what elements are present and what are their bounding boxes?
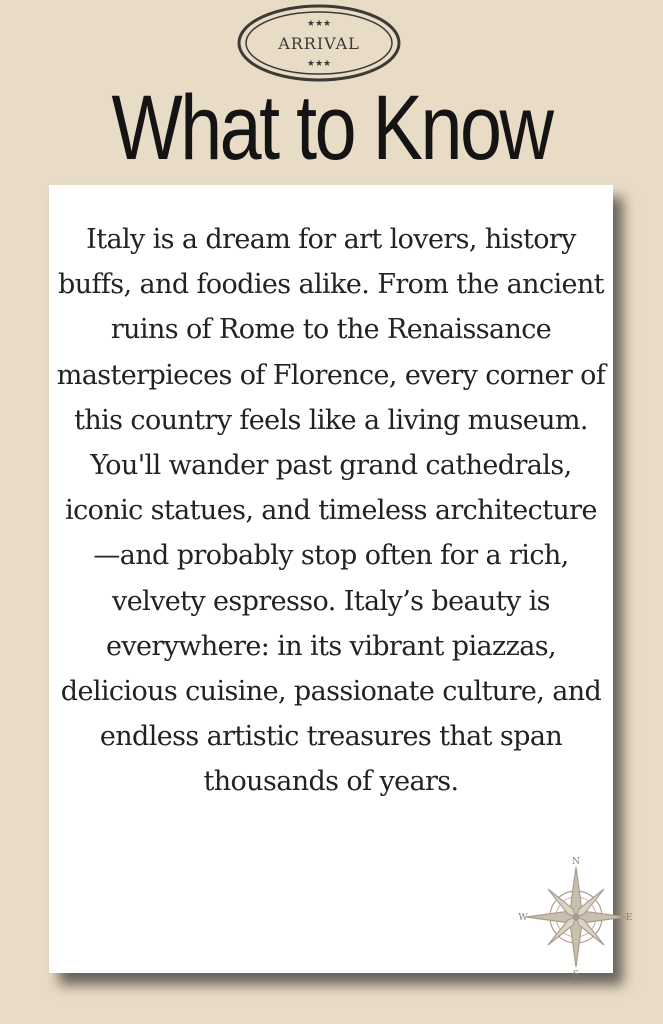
body-paragraph: Italy is a dream for art lovers, history buffs, and foodies alike. From the ancient ruins of Rome to the Renaissance masterpieces of Florence, every corner of this country feels like a living museum. You'll wander past grand cathedrals, iconic statues, and timeless architecture—and probably stop often for a rich, velvety espresso. Italy’s beauty is everywhere: in its vibrant piazzas, delicious cuisine, passionate culture, and endless artistic treasures that span thousands of years. xyxy=(56,224,606,798)
stamp-stars-top: ★★★ xyxy=(306,19,332,29)
arrival-stamp xyxy=(237,4,401,82)
compass-south-label: S xyxy=(572,970,580,979)
stamp-stars-bottom: ★★★ xyxy=(306,59,332,69)
compass-north-label: N xyxy=(572,857,580,867)
stamp-label: ARRIVAL xyxy=(278,34,360,53)
compass-east-label: E xyxy=(625,913,633,923)
compass-west-label: W xyxy=(518,913,528,923)
page-title: What to Know xyxy=(111,77,552,179)
compass-rose-icon xyxy=(518,855,634,979)
